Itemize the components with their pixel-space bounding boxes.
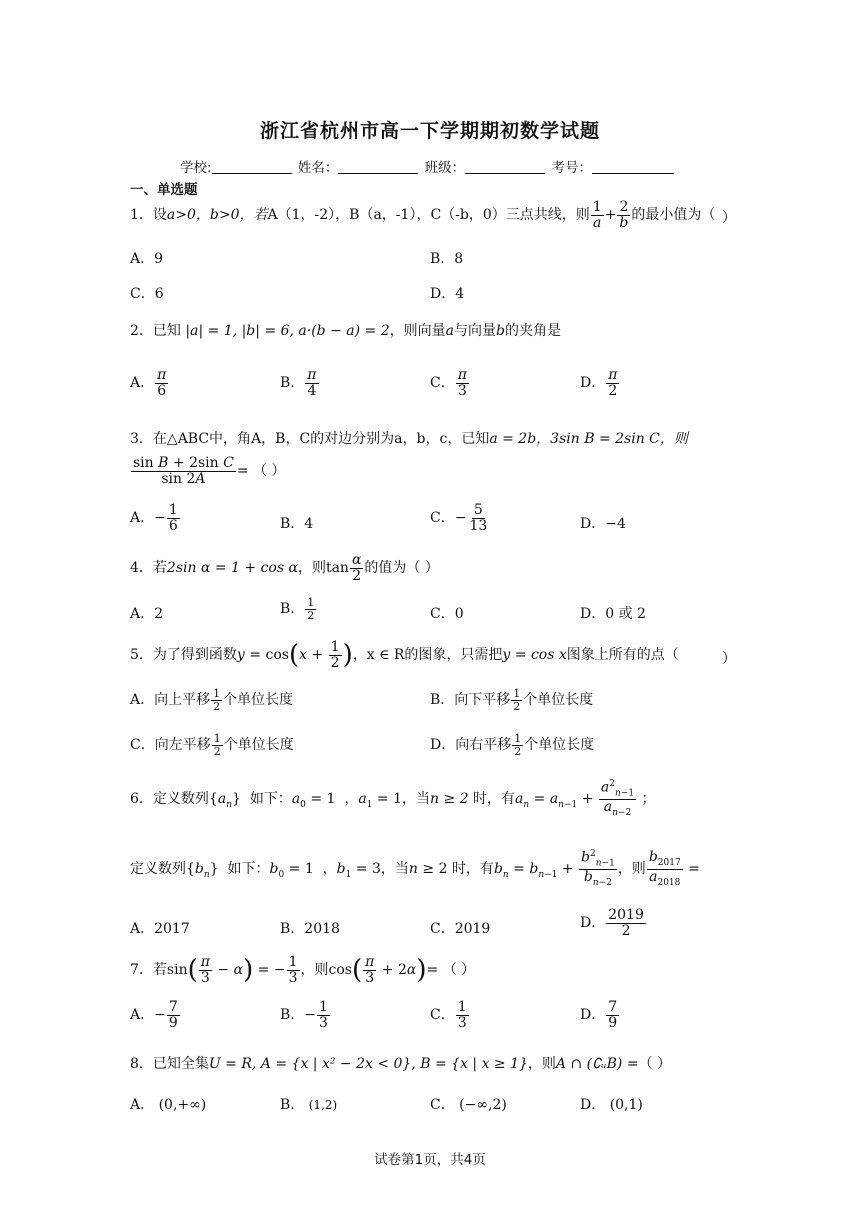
- q3-option-c[interactable]: C．− $\frac{5}{13}$: [430, 502, 488, 534]
- page-title: 浙江省杭州市高一下学期期初数学试题: [259, 120, 600, 142]
- class-blank: [465, 159, 545, 174]
- q4-option-b[interactable]: B． $\frac{1}{2}$: [280, 596, 315, 622]
- q7-option-b[interactable]: B．− $\frac{1}{3}$: [280, 999, 328, 1031]
- question-1: 1．设a>0，b>0，若A（1，-2），B（a，-1），C（-b，0）三点共线，则 $\frac{1}{a}$ + $\frac{2}{b}$ 的最小值为（: [130, 199, 716, 231]
- q5-option-c[interactable]: C．向左平移 $\frac{1}{2}$ 个单位长度: [130, 732, 294, 758]
- question-4: 4．若2sin α = 1 + cos α，则tan $\frac{\alpha}{2}$ 的值为（ ）: [130, 552, 439, 584]
- school-label: 学校:: [180, 160, 212, 176]
- q8-option-b[interactable]: B． (1,2): [280, 1097, 338, 1113]
- section-heading: 一、单选题: [130, 182, 198, 198]
- q5-option-d[interactable]: D．向右平移 $\frac{1}{2}$ 个单位长度: [430, 732, 595, 758]
- question-2: 2．已知 |a| = 1, |b| = 6, a·(b − a) = 2，则向量a与向量b的夹角是: [130, 323, 561, 339]
- q8-option-d[interactable]: D． (0,1): [580, 1097, 643, 1113]
- question-5: 5．为了得到函数y = cos(x + $\frac{1}{2}$ )，x ∈ R的图象，只需把y = cos x图象上所有的点（: [130, 639, 679, 671]
- q5-option-a[interactable]: A．向上平移 $\frac{1}{2}$ 个单位长度: [130, 687, 294, 713]
- q2-option-a[interactable]: A． $\frac{\pi}{6}$: [130, 367, 167, 399]
- q1-option-a[interactable]: A．9: [130, 251, 164, 267]
- name-blank: [338, 159, 418, 174]
- q3-option-d[interactable]: D．−4: [580, 516, 626, 532]
- school-blank: [212, 159, 292, 174]
- class-label: 班级：: [424, 160, 466, 176]
- q2-option-d[interactable]: D． $\frac{\pi}{2}$: [580, 367, 618, 399]
- q1-option-c[interactable]: C．6: [130, 286, 164, 302]
- q8-option-a[interactable]: A． (0,+∞): [130, 1097, 207, 1113]
- q7-option-c[interactable]: C． $\frac{1}{3}$: [430, 999, 467, 1031]
- question-3-expression: $\frac{\text{sin B + 2sin C}}{\sin 2A}$ = （ ）: [133, 455, 286, 487]
- q6-option-b[interactable]: B．2018: [280, 921, 340, 937]
- fraction-2-over-b: $\frac{2}{b}$: [619, 199, 629, 231]
- question-6-line-1: 6．定义数列$\{a_n\}$ 如下：$a_0 = 1$ ，$a_1 = 1$，当n ≥ 2 时，有$a_n = a_{n-1}$ + $\frac{a^2_{n-1}}{a_{n-2}}$ ；: [130, 779, 656, 818]
- exam-no-blank: [592, 159, 674, 174]
- q2-option-c[interactable]: C． $\frac{\pi}{3}$: [430, 367, 467, 399]
- q2-option-b[interactable]: B． $\frac{\pi}{4}$: [280, 367, 317, 399]
- q8-option-c[interactable]: C． (−∞,2): [430, 1097, 507, 1113]
- fraction-1-over-a: $\frac{1}{a}$: [592, 199, 602, 231]
- q3-option-a[interactable]: A．− $\frac{1}{6}$: [130, 502, 178, 534]
- page-footer: 试卷第1页，共4页: [374, 1152, 486, 1168]
- q5-option-b[interactable]: B．向下平移 $\frac{1}{2}$ 个单位长度: [430, 687, 594, 713]
- q1-option-b[interactable]: B．8: [430, 251, 464, 267]
- q6-option-d[interactable]: D． $\frac{2019}{2}$: [580, 907, 644, 939]
- question-6-line-2: 定义数列$\{b_n\}$ 如下：$b_0 = 1$ ，$b_1 = 3$，当n ≥ 2 时，有$b_n = b_{n-1}$ + $\frac{b^2_{n-1}}{b_{n-2}}$ ，则 $\frac{b_{2017}}{a_{2018}}$ =: [130, 849, 700, 888]
- q7-option-a[interactable]: A．− $\frac{7}{9}$: [130, 999, 178, 1031]
- q3-option-b[interactable]: B．4: [280, 516, 314, 532]
- q4-option-a[interactable]: A．2: [130, 606, 164, 622]
- q7-option-d[interactable]: D． $\frac{7}{9}$: [580, 999, 618, 1031]
- q6-option-a[interactable]: A．2017: [130, 921, 190, 937]
- vector-condition: |a| = 1, |b| = 6, a·(b − a) = 2: [185, 323, 390, 339]
- q4-option-d[interactable]: D．0 或 2: [580, 606, 646, 622]
- name-label: 姓名：: [297, 160, 339, 176]
- question-7: 7．若sin( $\frac{\pi}{3}$ − α) = − $\frac{1}{3}$ ，则cos( $\frac{\pi}{3}$ + 2α)= （ ）: [130, 954, 476, 986]
- q4-option-c[interactable]: C．0: [430, 606, 464, 622]
- exam-no-label: 考号：: [551, 160, 592, 176]
- question-3: 3．在△ABC中，角A，B，C的对边分别为a，b，c，已知a = 2b，3sin B = 2sin C，则: [130, 431, 688, 447]
- student-info-line: [180, 156, 676, 176]
- question-8: 8．已知全集U = R, A = {x | x² − 2x < 0}, B = {x | x ≥ 1}，则A ∩ (∁ᵤB) =（ ）: [130, 1056, 672, 1072]
- q1-option-d[interactable]: D．4: [430, 286, 465, 302]
- q6-option-c[interactable]: C．2019: [430, 921, 491, 937]
